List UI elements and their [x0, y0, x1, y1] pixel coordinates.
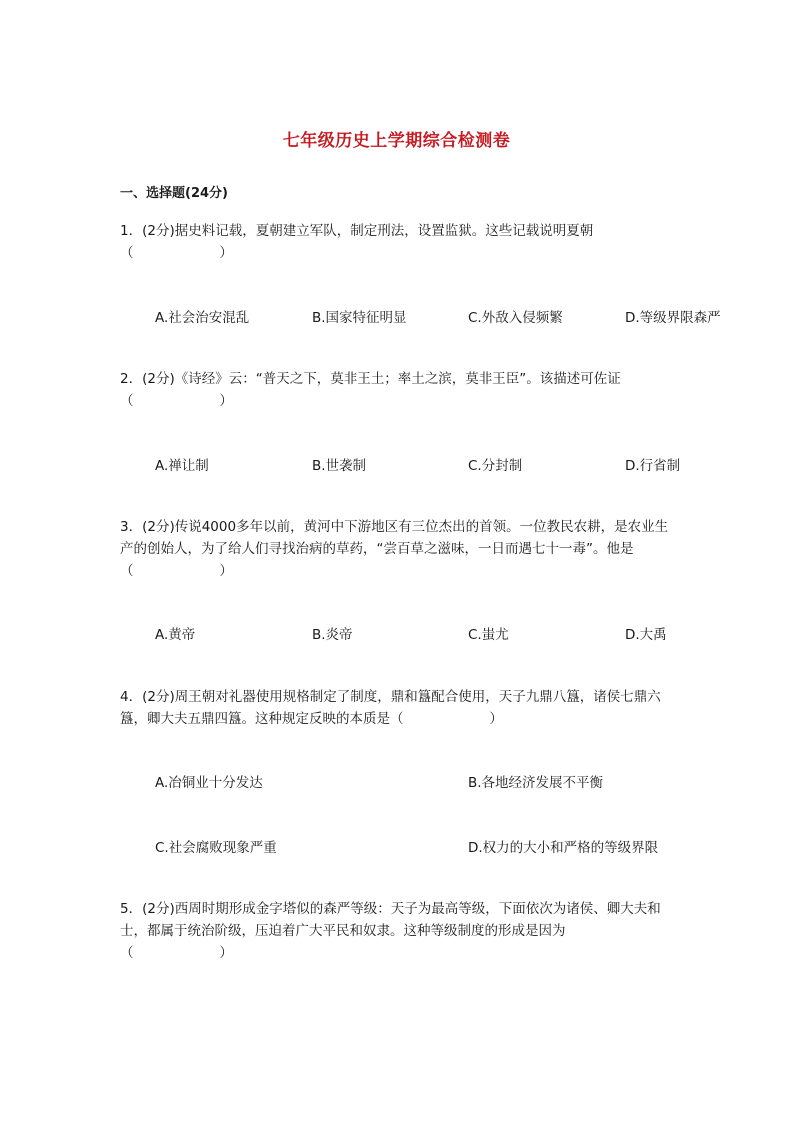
answer-blank: （ ）	[120, 563, 233, 579]
question-stem: 3．(2分)传说4000多年以前，黄河中下游地区有三位杰出的首领。一位教民农耕，是农业生产的创始人，为了给人们寻找治病的草药，“尝百草之滋味，一日而遇七十一毒”。他是	[120, 519, 669, 557]
answer-blank: （ ）	[120, 245, 233, 261]
option-b: B.国家特征明显	[312, 310, 407, 326]
option-a: A.黄帝	[155, 627, 196, 643]
question-stem: 4．(2分)周王朝对礼器使用规格制定了制度，鼎和簋配合使用，天子九鼎八簋，诸侯七鼎六簋，卿大夫五鼎四簋。这种规定反映的本质是（ ）	[120, 689, 661, 727]
option-d: D.行省制	[625, 458, 681, 474]
question-stem: 5．(2分)西周时期形成金字塔似的森严等级：天子为最高等级，下面依次为诸侯、卿大夫和士，都属于统治阶级，压迫着广大平民和奴隶。这种等级制度的形成是因为	[120, 901, 661, 939]
option-c: C.社会腐败现象严重	[155, 840, 277, 856]
section-heading: 一、选择题(24分)	[120, 186, 228, 201]
option-a: A.禅让制	[155, 458, 209, 474]
option-a: A.社会治安混乱	[155, 310, 250, 326]
question-stem: 2．(2分)《诗经》云：“普天之下，莫非王土；率土之滨，莫非王臣”。该描述可佐证	[120, 371, 621, 387]
option-d: D.大禹	[625, 627, 667, 643]
question-1	[120, 220, 680, 264]
option-b: B.炎帝	[312, 627, 353, 643]
option-a: A.冶铜业十分发达	[155, 775, 263, 791]
question-4	[120, 686, 680, 730]
option-d: D.权力的大小和严格的等级界限	[468, 840, 659, 856]
option-c: C.蚩尤	[468, 627, 509, 643]
option-c: C.外敌入侵频繁	[468, 310, 563, 326]
question-2	[120, 368, 680, 412]
question-3	[120, 516, 680, 582]
question-stem: 1．(2分)据史料记载，夏朝建立军队，制定刑法，设置监狱。这些记载说明夏朝	[120, 223, 594, 239]
answer-blank: （ ）	[120, 945, 233, 961]
option-b: B.世袭制	[312, 458, 367, 474]
question-5	[120, 898, 680, 964]
option-d: D.等级界限森严	[625, 310, 721, 326]
option-c: C.分封制	[468, 458, 523, 474]
option-b: B.各地经济发展不平衡	[468, 775, 604, 791]
answer-blank: （ ）	[120, 393, 233, 409]
page-title: 七年级历史上学期综合检测卷	[282, 131, 511, 151]
